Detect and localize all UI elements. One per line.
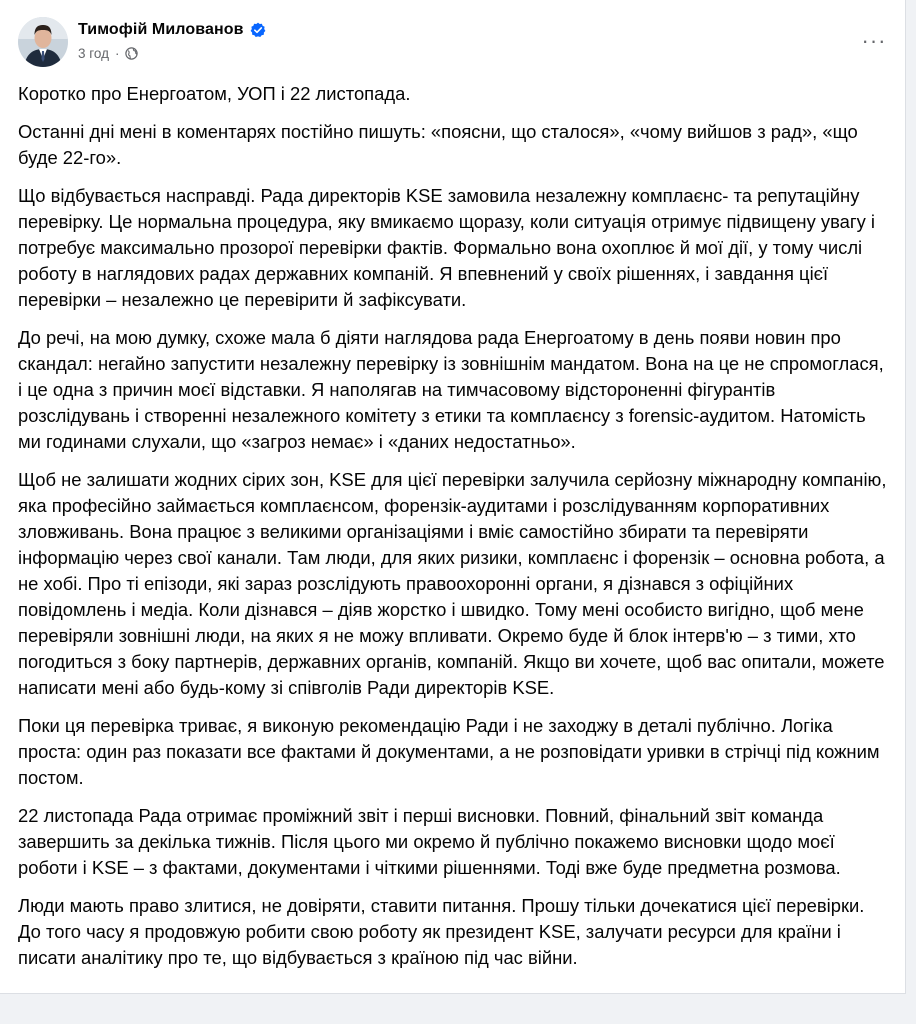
author-avatar[interactable]: [18, 17, 68, 67]
post-paragraph: Що відбувається насправді. Рада директорів KSE замовила незалежну комплаєнс- та репутаційну перевірку. Це нормальна процедура, яку вмикаємо щоразу, коли ситуація отримує підвищену увагу і потребує максимально прозорої перевірки фактів. Формально вона охоплює й мої дії, у тому числі роботу в наглядових радах державних компаній. Я впевнений у своїх рішеннях, і завдання цієї перевірки – незалежно це перевірити й зафіксувати.: [18, 185, 875, 310]
post-paragraph: Поки ця перевірка триває, я виконую рекомендацію Ради і не заходжу в деталі публічно. Логіка проста: один раз показати все фактами й документами, а не розповідати уривки в стрічці під кожним постом.: [18, 715, 880, 788]
post-body: [18, 81, 890, 983]
verified-badge-icon: [250, 22, 266, 38]
more-horizontal-icon: ···: [861, 28, 887, 53]
post-paragraph: Коротко про Енергоатом, УОП і 22 листопада.: [18, 83, 411, 104]
more-options-button[interactable]: [859, 26, 889, 56]
post-timestamp[interactable]: 3 год: [78, 45, 109, 61]
post-paragraph: 22 листопада Рада отримає проміжний звіт і перші висновки. Повний, фінальний звіт команда завершить за декілька тижнів. Після цього ми окремо й публічно покажемо висновки щодо моєї роботи і KSE – з фактами, документами і чіткими рішеннями. Тоді вже буде предметна розмова.: [18, 805, 841, 878]
author-name[interactable]: Тимофій Милованов: [78, 21, 244, 38]
post-paragraph: До речі, на мою думку, схоже мала б діяти наглядова рада Енергоатому в день появи новин про скандал: негайно запустити незалежну перевірку із зовнішнім мандатом. Вона на це не спромоглася, і це одна з причин моєї відставки. Я наполягав на тимчасовому відстороненні фігурантів розслідувань і створенні незалежного комітету з етики та комплаєнсу з forensic-аудитом. Натомість ми годинами слухали, що «загроз немає» і «даних недостатньо».: [18, 327, 884, 452]
post-header: [18, 17, 266, 69]
post-paragraph: Останні дні мені в коментарях постійно пишуть: «поясни, що сталося», «чому вийшов з рад», «що буде 22-го».: [18, 121, 858, 168]
meta-separator: ·: [114, 45, 120, 61]
post-paragraph: Люди мають право злитися, не довіряти, ставити питання. Прошу тільки дочекатися цієї перевірки. До того часу я продовжую робити свою роботу як президент KSE, залучати ресурси для країни і писати аналітику про те, що відбувається з країною під час війни.: [18, 895, 865, 968]
globe-icon[interactable]: [125, 47, 138, 60]
post-time-row: [78, 44, 266, 62]
post-meta: [78, 17, 266, 62]
author-row: [78, 19, 266, 41]
post-paragraph: Щоб не залишати жодних сірих зон, KSE для цієї перевірки залучила серйозну міжнародну компанію, яка професійно займається комплаєнсом, форензік-аудитами і розслідуванням корпоративних зловживань. Вона працює з великими організаціями і вміє самостійно збирати та перевіряти інформацію через свої канали. Там люди, для яких ризики, комплаєнс і форензік – основна робота, а не хобі. Про ті епізоди, які зараз розслідують правоохоронні органи, я дізнався з офіційних повідомлень і медіа. Коли дізнався – діяв жорстко і швидко. Тому мені особисто вигідно, щоб мене перевіряли зовнішні люди, на яких я не можу впливати. Окремо буде й блок інтерв'ю – з тими, хто погодиться з боку партнерів, державних органів, компаній. Якщо ви хочете, щоб вас опитали, можете написати мені або будь-кому зі співголів Ради директорів KSE.: [18, 469, 887, 698]
